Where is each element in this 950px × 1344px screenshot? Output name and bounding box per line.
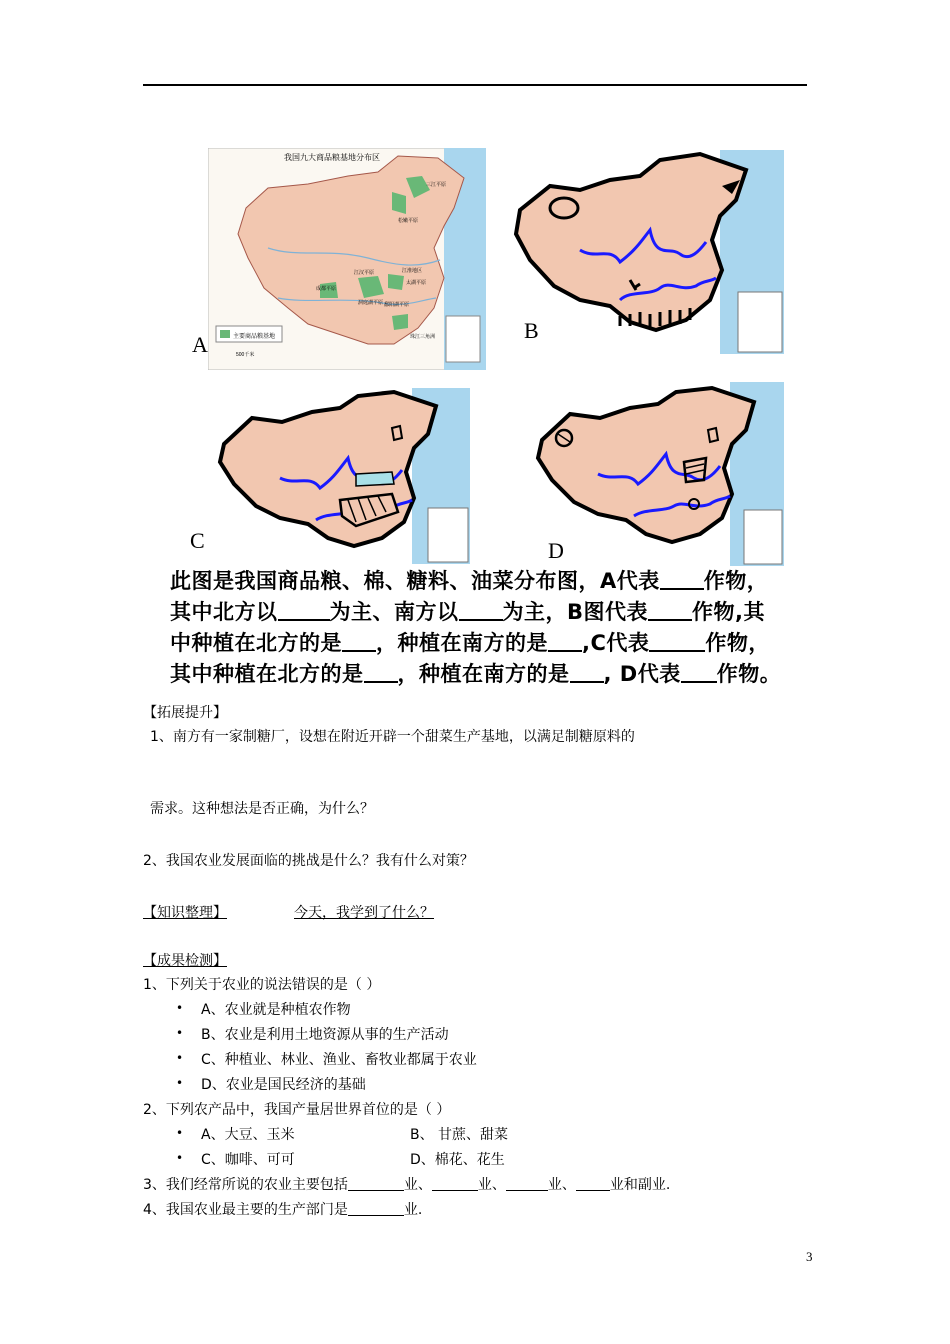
bullet-icon: • <box>176 1126 184 1140</box>
check-heading: 【成果检测】 <box>143 953 227 969</box>
main-question-line-1: 此图是我国商品粮、棉、糖料、油菜分布图，A代表 作物， <box>170 566 768 596</box>
check-q1: 1、下列关于农业的说法错误的是（ ） <box>143 977 381 993</box>
check-q2-option-c: C、咖啡、可可 <box>201 1152 295 1168</box>
blank-b-crop[interactable] <box>648 597 692 621</box>
check-q1-option-a: A、农业就是种植农作物 <box>201 1002 351 1018</box>
knowledge-heading: 【知识整理】 <box>143 905 227 921</box>
map-c-letter: C <box>190 528 205 553</box>
knowledge-prompt: 今天，我学到了什么？ <box>294 905 434 921</box>
map-d-letter: D <box>548 538 564 563</box>
map-a-label-jianghan: 江汉平原 <box>354 270 375 276</box>
check-q3: 3、我们经常所说的农业主要包括 业、 业、 业、 业和副业. <box>143 1177 671 1193</box>
map-a-graphic <box>208 148 486 370</box>
extension-q1-part1: 1、南方有一家制糖厂，设想在附近开辟一个甜菜生产基地，以满足制糖原料的 <box>150 729 635 745</box>
extension-heading: 【拓展提升】 <box>143 705 227 721</box>
blank-a-south[interactable] <box>459 597 503 621</box>
page-number: 3 <box>806 1249 813 1264</box>
blank-b-north[interactable] <box>342 628 376 652</box>
bullet-icon: • <box>176 1026 184 1040</box>
blank-c-south[interactable] <box>570 659 604 683</box>
check-q2: 2、下列农产品中，我国产量居世界首位的是（ ） <box>143 1102 451 1118</box>
check-q2-option-b: B、 甘蔗、甜菜 <box>410 1127 509 1143</box>
map-a-letter: A <box>192 332 208 357</box>
map-a-legend: 主要商品粮基地 <box>233 334 276 340</box>
q3-blank-1[interactable] <box>348 1176 404 1191</box>
main-question-line-4: 其中种植在北方的是 ，种植在南方的是 , D代表 作物。 <box>170 659 781 689</box>
map-a-grain-bases <box>208 148 486 370</box>
map-a-label-taihu: 太湖平原 <box>406 280 427 286</box>
blank-d-crop[interactable] <box>681 659 717 683</box>
q3-blank-4[interactable] <box>576 1176 610 1191</box>
q3-blank-2[interactable] <box>432 1176 478 1191</box>
blank-a-north[interactable] <box>278 597 330 621</box>
check-q2-option-a: A、大豆、玉米 <box>201 1127 295 1143</box>
blank-c-crop[interactable] <box>649 628 705 652</box>
q3-blank-3[interactable] <box>506 1176 548 1191</box>
main-question-line-3: 中种植在北方的是 ，种植在南方的是 ,C代表 作物， <box>170 628 770 658</box>
check-q1-option-d: D、农业是国民经济的基础 <box>201 1077 366 1093</box>
check-q1-option-b: B、农业是利用土地资源从事的生产活动 <box>201 1027 449 1043</box>
map-a-title: 我国九大商品粮基地分布区 <box>284 153 380 162</box>
map-a-label-chengdu: 成都平原 <box>316 286 337 292</box>
blank-b-south[interactable] <box>548 628 582 652</box>
main-question-line-2: 其中北方以 为主、南方以 为主，B图代表 作物,其 <box>170 597 765 627</box>
blank-c-north[interactable] <box>364 659 398 683</box>
map-a-label-sanjiang: 三江平原 <box>426 182 447 188</box>
check-q2-option-d: D、棉花、花生 <box>410 1152 505 1168</box>
map-d-rapeseed <box>534 382 784 566</box>
check-q4: 4、我国农业最主要的生产部门是 业. <box>143 1202 423 1218</box>
bullet-icon: • <box>176 1051 184 1065</box>
check-q1-option-c: C、种植业、林业、渔业、畜牧业都属于农业 <box>201 1052 477 1068</box>
header-rule <box>143 84 807 86</box>
bullet-icon: • <box>176 1151 184 1165</box>
map-a-label-dongting: 洞庭湖平原 <box>358 300 384 306</box>
map-a-label-poyang: 鄱阳湖平原 <box>384 302 410 308</box>
map-a-label-pearl-delta: 珠江三角洲 <box>410 334 436 340</box>
map-d-graphic <box>534 382 784 566</box>
map-a-label-songnen: 松嫩平原 <box>398 218 419 224</box>
q4-blank[interactable] <box>348 1201 404 1216</box>
map-a-scale: 500千米 <box>236 352 255 358</box>
map-b-graphic <box>510 150 784 354</box>
extension-q1-part2: 需求。这种想法是否正确，为什么？ <box>150 801 374 817</box>
extension-q2: 2、我国农业发展面临的挑战是什么？我有什么对策？ <box>143 853 474 869</box>
blank-a-crop[interactable] <box>660 566 704 590</box>
map-a-label-jianghuai: 江淮地区 <box>402 268 423 274</box>
bullet-icon: • <box>176 1001 184 1015</box>
bullet-icon: • <box>176 1076 184 1090</box>
map-c-sugar <box>216 388 470 564</box>
map-b-cotton <box>510 150 784 354</box>
map-c-graphic <box>216 388 470 564</box>
map-b-letter: B <box>524 318 539 343</box>
